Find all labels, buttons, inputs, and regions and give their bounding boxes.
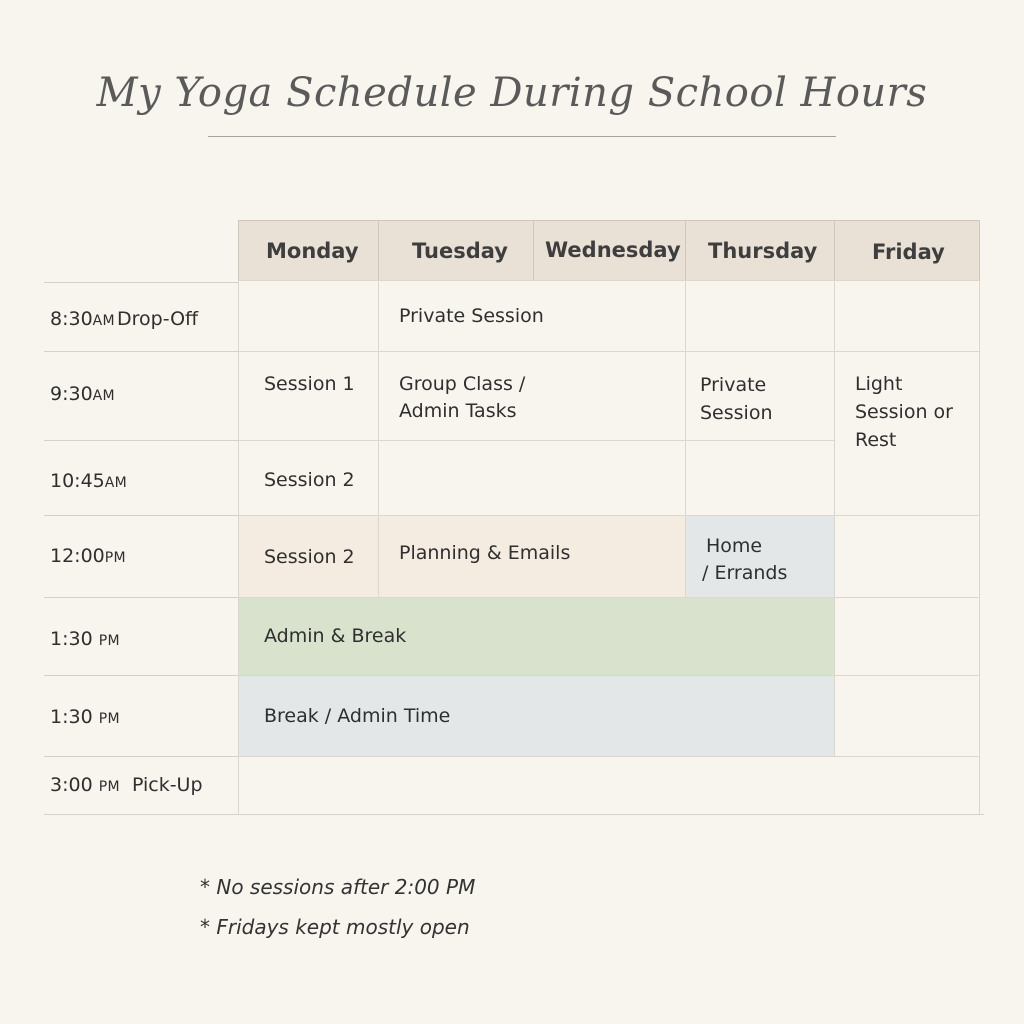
event-break-admin-time: Break / Admin Time: [264, 705, 451, 727]
time-label-830: [50, 308, 198, 330]
event-planning-emails: Planning & Emails: [399, 542, 571, 564]
row-divider: [44, 351, 238, 352]
cell-fri-130a: [834, 597, 980, 676]
event-session-2: Session 2: [264, 546, 355, 568]
page-title: My Yoga Schedule During School Hours: [96, 70, 928, 116]
note-fridays-open: * Fridays kept mostly open: [200, 915, 470, 939]
time-extra: Drop-Off: [116, 308, 199, 330]
time-suffix: AM: [104, 475, 128, 491]
cell-thu-1200: [685, 515, 835, 598]
event-session-1: Session 1: [264, 373, 355, 395]
event-light-line3: Rest: [855, 429, 897, 451]
cell-admin-break: [238, 597, 835, 676]
header-wednesday: [533, 220, 686, 281]
header-monday: [238, 220, 379, 281]
time-suffix: AM: [92, 388, 115, 404]
cell-fri-1200: [834, 515, 980, 598]
header-label: Tuesday: [412, 239, 508, 263]
row-divider: [44, 282, 238, 283]
time-label-300: [50, 774, 203, 796]
event-group-class: Group Class /: [399, 373, 526, 395]
row-divider: [44, 675, 238, 676]
header-label: Thursday: [708, 239, 818, 263]
cell-pickup-row: [238, 756, 980, 815]
header-thursday: [685, 220, 835, 281]
time-main: 10:45: [50, 470, 105, 492]
time-label-1200: [50, 545, 126, 567]
note-no-sessions: * No sessions after 2:00 PM: [200, 875, 476, 899]
event-home-line2: / Errands: [702, 562, 788, 584]
row-divider: [44, 440, 238, 441]
event-admin-tasks: Admin Tasks: [399, 400, 517, 422]
header-label: Friday: [872, 240, 945, 264]
time-main: 9:30: [50, 383, 93, 405]
cell-mon-830: [238, 280, 379, 352]
time-main: 1:30: [50, 706, 93, 728]
cell-mon-1045: [238, 440, 379, 516]
row-divider: [44, 597, 238, 598]
header-friday: [834, 220, 980, 281]
event-light-line2: Session or: [855, 401, 953, 423]
cell-fri-930-1045: [834, 351, 980, 516]
cell-break-admin-time: [238, 675, 835, 757]
event-light-line1: Light: [855, 373, 903, 395]
cell-tue-wed-930: [378, 351, 686, 441]
event-home-line1: Home: [706, 535, 763, 557]
time-suffix: PM: [98, 711, 120, 727]
time-suffix: PM: [98, 633, 120, 649]
time-main: 1:30: [50, 628, 93, 650]
cell-tue-wed-1045: [378, 440, 686, 516]
time-main: 8:30: [50, 308, 93, 330]
event-private-line2: Session: [700, 402, 773, 424]
cell-fri-830: [834, 280, 980, 352]
time-suffix: PM: [104, 550, 126, 566]
event-private-session: Private Session: [399, 305, 544, 327]
cell-thu-1045: [685, 440, 835, 516]
time-label-130a: [50, 628, 120, 650]
cell-fri-130b: [834, 675, 980, 757]
cell-thu-830: [685, 280, 835, 352]
event-private-line1: Private: [700, 374, 767, 396]
row-divider: [44, 756, 238, 757]
header-label: Wednesday: [545, 238, 681, 262]
event-session-2: Session 2: [264, 469, 355, 491]
time-label-1045: [50, 470, 127, 492]
cell-tue-wed-830: [378, 280, 686, 352]
table-bottom-line: [44, 814, 984, 815]
time-suffix: PM: [98, 779, 120, 795]
row-divider: [44, 515, 238, 516]
time-extra: Pick-Up: [131, 774, 203, 796]
time-label-130b: [50, 706, 120, 728]
cell-mon-1200: [238, 515, 379, 598]
time-main: 3:00: [50, 774, 93, 796]
cell-mon-930: [238, 351, 379, 441]
time-main: 12:00: [50, 545, 105, 567]
event-admin-break: Admin & Break: [264, 625, 407, 647]
time-label-930: [50, 383, 115, 405]
cell-tue-wed-1200: [378, 515, 686, 598]
time-suffix: AM: [92, 313, 115, 329]
cell-thu-930: [685, 351, 835, 441]
header-label: Monday: [266, 239, 359, 263]
header-tuesday: [378, 220, 534, 281]
